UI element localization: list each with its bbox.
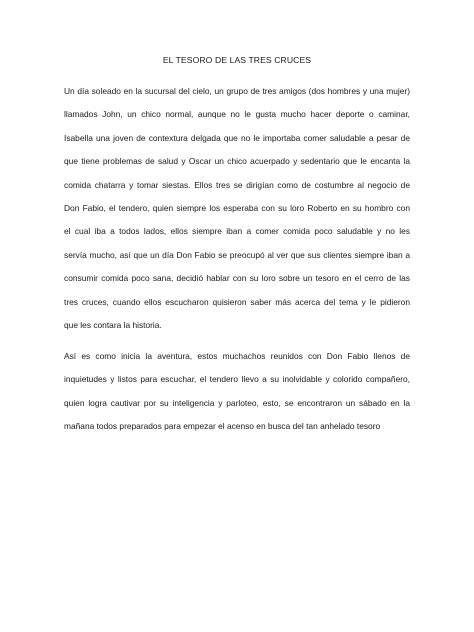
paragraph-line: que les contara la historia. — [64, 319, 162, 330]
paragraph-line: mañana todos preparados para empezar el acenso en busca del tan anhelado tesoro — [64, 421, 381, 432]
paragraph-line: tres cruces, cuando ellos escucharon quisieron saber más acerca del tema y le pidieron — [64, 296, 410, 307]
paragraph-2 — [64, 349, 410, 443]
paragraph-line: Un día soleado en la sucursal del cielo, un grupo de tres amigos (dos hombres y una mujer) — [64, 86, 410, 96]
paragraph-line: Así es como inicia la aventura, estos muchachos reunidos con Don Fabio llenos de — [64, 351, 410, 361]
paragraph-line: comida chatarra y tomar siestas. Ellos tres se dirigían como de costumbre al negocio de — [64, 179, 410, 190]
paragraph-line: quien logra cautivar por su inteligencia y parloteo, esto, se encontraron un sábado en la — [64, 397, 410, 408]
paragraph-line: servía mucho, así que un día Don Fabio se preocupó al ver que sus clientes siempre iban a — [64, 249, 410, 260]
document-title: EL TESORO DE LAS TRES CRUCES — [162, 55, 312, 65]
paragraph-line: el cual iba a todos lados, ellos siempre iban a comer comida poco saludable y no les — [64, 226, 410, 237]
paragraph-line: consumir comida poco sana, decidió hablar con su loro sobre un tesoro en el cerro de las — [64, 273, 410, 284]
paragraph-line: Isabella una joven de contextura delgada que no le importaba comer saludable a pesar de — [64, 132, 410, 143]
paragraph-line: Don Fabio, el tendero, quien siempre los esperaba con su loro Roberto en su hombro con — [64, 202, 410, 213]
paragraph-1 — [64, 84, 410, 341]
paragraph-line: que tiene problemas de salud y Oscar un chico acuerpado y sedentario que le encanta la — [64, 156, 410, 167]
paragraph-line: inquietudes y listos para escuchar, el tendero llevo a su inolvidable y colorido compañero, — [64, 374, 410, 385]
paragraph-line: llamados John, un chico normal, aunque no le gusta mucho hacer deporte o caminar, — [64, 109, 410, 120]
